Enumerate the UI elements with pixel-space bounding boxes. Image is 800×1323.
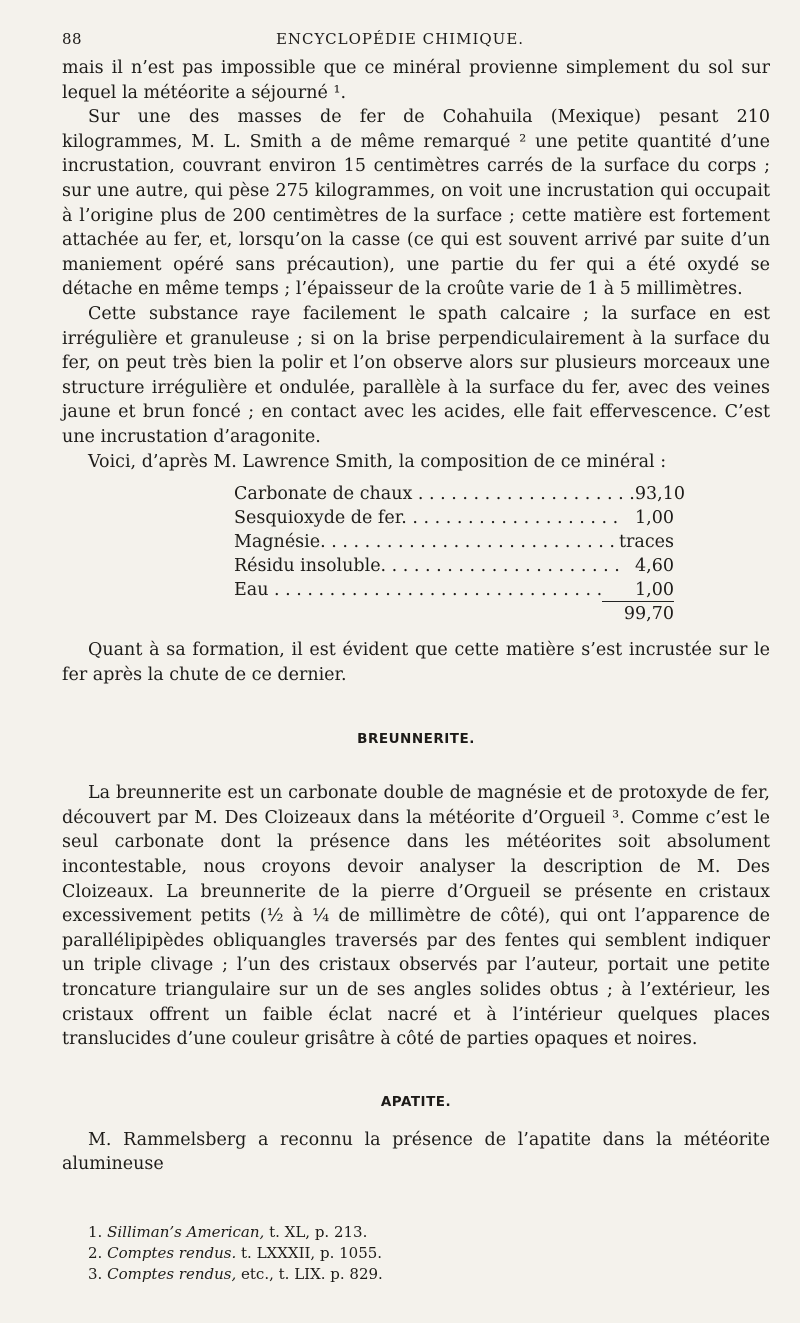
composition-row	[234, 506, 674, 530]
composition-value: 4,60	[635, 556, 674, 577]
composition-label: Eau . . . . . . . . . . . . . . . . . . . . . . . . . . . . . .	[234, 580, 603, 601]
composition-value: traces	[619, 532, 674, 553]
footnote	[88, 1222, 383, 1243]
composition-total-row	[234, 602, 674, 626]
composition-value: 1,00	[602, 578, 674, 602]
running-title: ENCYCLOPÉDIE CHIMIQUE.	[275, 30, 525, 48]
footnote	[88, 1264, 383, 1285]
composition-label: Résidu insoluble. . . . . . . . . . . . . . . . . . . . . .	[234, 556, 620, 577]
composition-row	[234, 578, 674, 602]
paragraph-apatite: M. Rammelsberg a reconnu la présence de l’apatite dans la météorite alumineuse	[62, 1129, 770, 1175]
section-title-apatite: APATITE.	[380, 1093, 452, 1110]
footnote-ref: t. XL, p. 213.	[269, 1223, 368, 1241]
composition-row	[234, 482, 685, 506]
composition-label: Magnésie. . . . . . . . . . . . . . . . . . . . . . . . . . .	[234, 532, 615, 553]
composition-row	[234, 554, 674, 578]
footnote-number: 3.	[88, 1265, 103, 1283]
footnote-source: Comptes rendus.	[107, 1244, 237, 1262]
footnote-number: 2.	[88, 1244, 103, 1262]
paragraph-4: Voici, d’après M. Lawrence Smith, la composition de ce minéral :	[88, 451, 667, 472]
composition-total: 99,70	[623, 604, 674, 625]
paragraph-1: mais il n’est pas impossible que ce minéral provienne simplement du sol sur lequel la météorite a séjourné ¹.	[62, 58, 770, 103]
footnote-ref: t. LXXXII, p. 1055.	[241, 1244, 383, 1262]
composition-row	[234, 530, 674, 554]
composition-table	[234, 482, 685, 626]
composition-label: Sesquioxyde de fer. . . . . . . . . . . . . . . . . . . .	[234, 508, 619, 529]
composition-value: 1,00	[635, 508, 674, 529]
footnote-source: Silliman’s American,	[107, 1223, 265, 1241]
paragraph-3: Cette substance raye facilement le spath calcaire ; la surface en est irrégulière et granuleuse ; si on la brise perpendiculairement à la surface du fer, on peut très bien la polir et l’on observe alors sur plusieurs morceaux une structure irrégulière et ondulée, parallèle à la surface du fer, avec des veines jaune et brun foncé ; en contact avec les acides, elle fait effervescence. C’est une incrustation d’aragonite.	[62, 303, 770, 447]
paragraph-2: Sur une des masses de fer de Cohahuila (Mexique) pesant 210 kilogrammes, M. L. Smith a de même remarqué ² une petite quantité d’une incrustation, couvrant environ 15 centimètres carrés de la surface du corps ; sur une autre, qui pèse 275 kilogrammes, on voit une incrustation qui occupait à l’origine plus de 200 centimètres de la surface ; cette matière est fortement attachée au fer, et, lorsqu’on la casse (ce qui est souvent arrivé par suite d’un maniement opéré sans précaution), une partie du fer qui a été oxydé se détache en même temps ; l’épaisseur de la croûte varie de 1 à 5 millimètres.	[62, 107, 770, 300]
section-title-breunnerite: BREUNNERITE.	[357, 731, 475, 748]
composition-value: 93,10	[634, 484, 685, 505]
footnote-ref: etc., t. LIX. p. 829.	[241, 1265, 383, 1283]
footnotes	[88, 1222, 383, 1285]
footnote	[88, 1243, 383, 1264]
paragraph-breunnerite: La breunnerite est un carbonate double de magnésie et de protoxyde de fer, découvert par M. Des Cloizeaux dans la météorite d’Orgueil ³. Comme c’est le seul carbonate dont la présence dans les météorites soit absolument incontestable, nous croyons devoir analyser la description de M. Des Cloizeaux. La breunnerite de la pierre d’Orgueil se présente en cristaux excessivement petits (½ à ¼ de millimètre de côté), qui ont l’apparence de parallélipipèdes obliquangles traversés par des fentes qui semblent indiquer un triple clivage ; l’un des cristaux observés par l’auteur, portait une petite troncature triangulaire sur un de ses angles solides obtus ; à l’extérieur, les cristaux offrent un faible éclat nacré et à l’intérieur quelques places translucides d’une couleur grisâtre à côté de parties opaques et noires.	[62, 783, 770, 1050]
composition-label: Carbonate de chaux . . . . . . . . . . . . . . . . . . . .	[234, 484, 635, 505]
footnote-number: 1.	[88, 1223, 103, 1241]
page-number: 88	[62, 30, 83, 48]
body-text	[62, 56, 770, 1177]
paragraph-formation: Quant à sa formation, il est évident que cette matière s’est incrustée sur le fer après la chute de ce dernier.	[62, 640, 770, 685]
footnote-source: Comptes rendus,	[107, 1265, 237, 1283]
